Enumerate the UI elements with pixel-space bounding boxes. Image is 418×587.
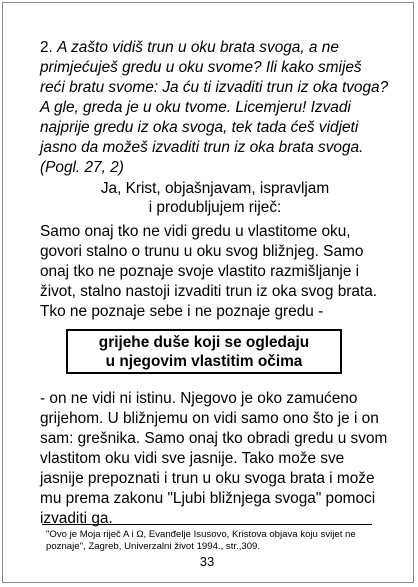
intro-statement	[40, 179, 390, 217]
quote-number: 2.	[40, 39, 58, 56]
highlight-line-1: grijehe duše koji se ogledaju	[98, 334, 310, 351]
highlight-line-2: u njegovim vlastitim očima	[105, 353, 303, 370]
body-paragraph-1: Samo onaj tko ne vidi gredu u vlastitome oku, govori stalno o trunu u oku svog bližnjeg. Samo onaj tko ne poznaje svoje vlastito razmišljanje i život, stalno nastoji izvaditi trun iz oka svog brata. Tko ne poznaje sebe i ne poznaje gredu -	[40, 223, 378, 320]
highlight-box	[66, 329, 342, 374]
footnote: "Ovo je Moja riječ A i Ω, Evanđelje Isusovo, Kristova objava koju svijet ne poznaje", Zagreb, Univerzalni život 1994., str.,309.	[46, 529, 356, 552]
body-paragraph-2: - on ne vidi ni istinu. Njegovo je oko zamućeno grijehom. U bližnjemu on vidi samo ono što je i on sam: grešnika. Samo onaj tko obradi gredu u svom vlastitom oku vidi sve jasnije. Tako može sve jasnije prepoznati i trun u oku svoga brata i može mu prema zakonu "Ljubi bližnjega svoga" pomoci izvaditi ga.	[40, 390, 388, 527]
footnote-divider	[42, 524, 372, 525]
quote-text: A zašto vidiš trun u oku brata svoga, a ne primjećuješ gredu u oku svome? Ili kako smiješ reći bratu svome: Ja ću ti izvaditi trun iz oka tvoga? A gle, greda je u oku tvome. Licemjeru! Izvadi najprije gredu iz oka svoga, tek tada ćeš vidjeti jasno da možeš izvaditi trun iz oka brata svoga.	[40, 39, 389, 156]
scripture-quote	[40, 38, 390, 178]
intro-line-2: i produbljujem riječ:	[148, 199, 282, 216]
page-number: 33	[199, 554, 215, 569]
intro-line-1: Ja, Krist, objašnjavam, ispravljam	[100, 180, 330, 197]
quote-reference: (Pogl. 27, 2)	[40, 159, 124, 176]
